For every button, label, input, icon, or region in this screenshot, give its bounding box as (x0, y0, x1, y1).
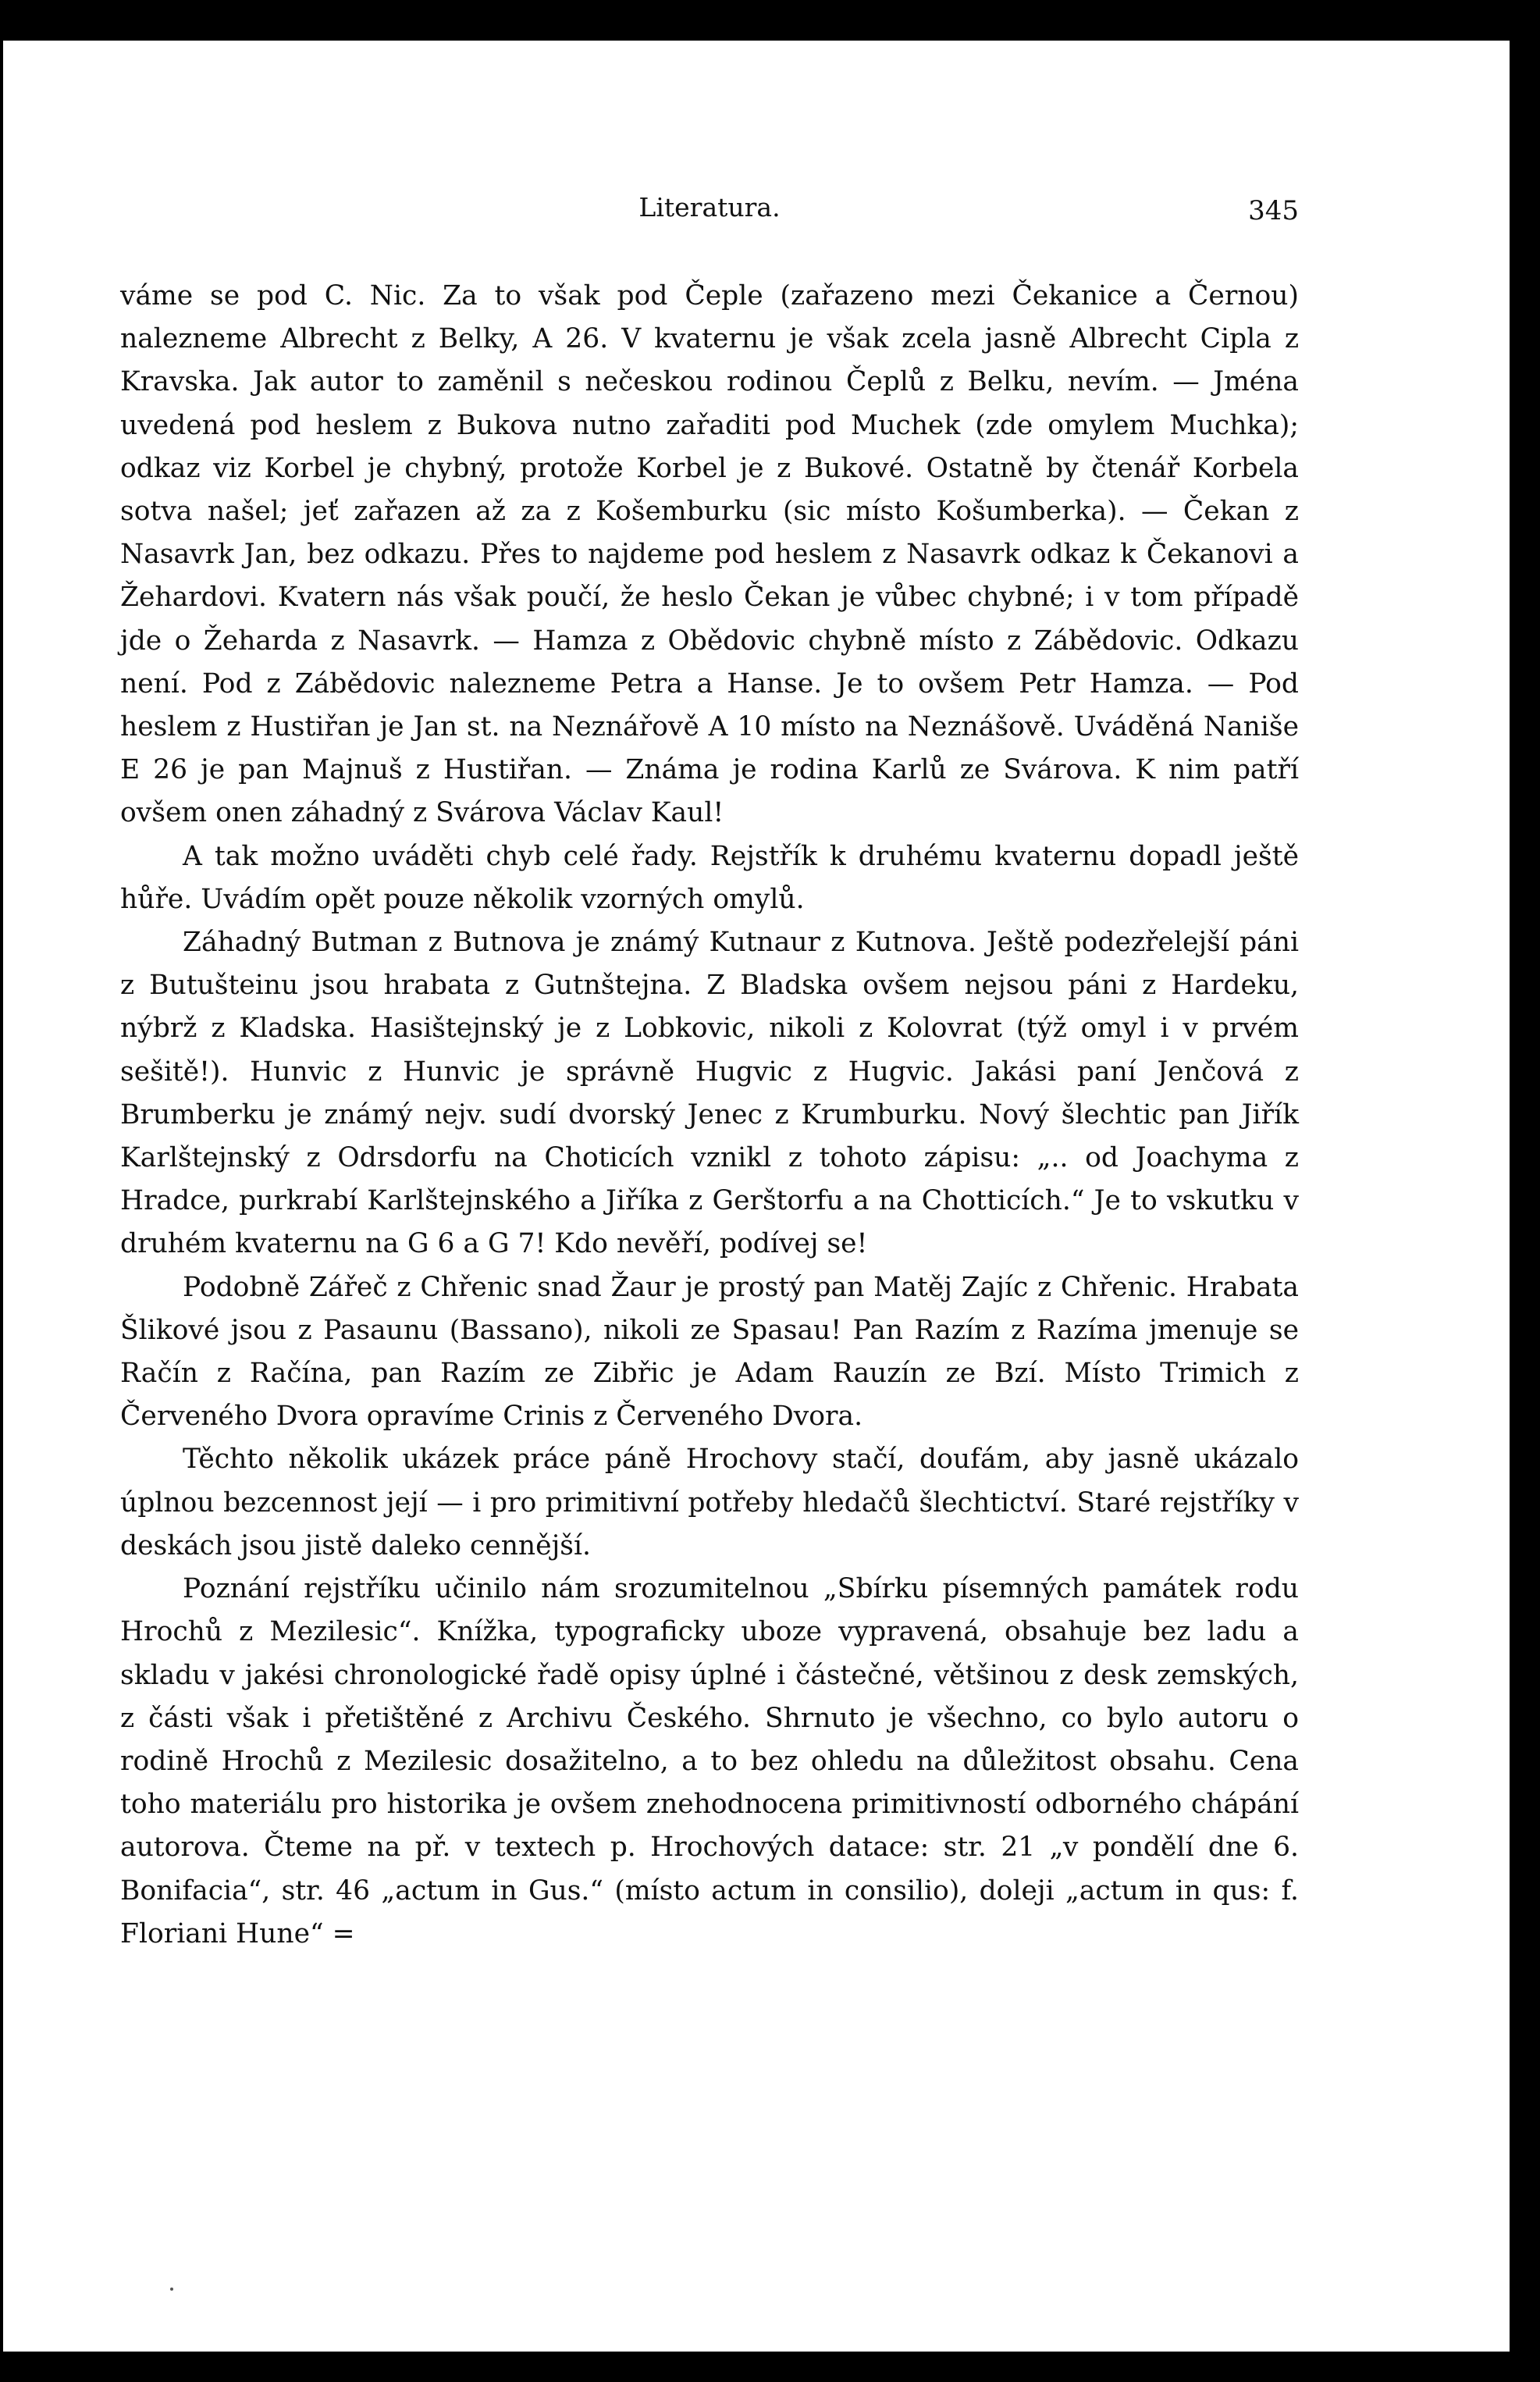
running-title: Literatura. (638, 192, 781, 223)
paragraph-4: Podobně Zářeč z Chřenic snad Žaur je prostý pan Matěj Zajíc z Chřenic. Hrabata Šlikové jsou z Pasaunu (Bassano), nikoli ze Spasau! Pan Razím z Razíma jmenuje se Račín z Račína, pan Razím ze Zibřic je Adam Rauzín ze Bzí. Místo Trimich z Červeného Dvora opravíme Crinis z Červeného Dvora. (120, 1271, 1299, 1433)
paragraph-6: Poznání rejstříku učinilo nám srozumitelnou „Sbírku písemných památek rodu Hrochů z Mezilesic“. Knížka, typograficky uboze vypravená, obsahuje bez ladu a skladu v jakési chronologické řadě opisy úplné i částečné, většinou z desk zemských, z části však i přetištěné z Archivu Českého. Shrnuto je všechno, co bylo autoru o rodině Hrochů z Mezilesic dosažitelno, a to bez ohledu na důležitost obsahu. Cena toho materiálu pro historika je ovšem znehodnocena primitivností odborného chápání autorova. Čteme na př. v textech p. Hrochových datace: str. 21 „v pondělí dne 6. Bonifacia“, str. 46 „actum in Gus.“ (místo actum in consilio), doleji „actum in qus: f. Floriani Hune“ = (120, 1573, 1299, 1949)
paragraph-3: Záhadný Butman z Butnova je známý Kutnaur z Kutnova. Ještě podezřelejší páni z Butušteinu jsou hrabata z Gutnštejna. Z Bladska ovšem nejsou páni z Hardeku, nýbrž z Kladska. Hasištejnský je z Lobkovic, nikoli z Kolovrat (týž omyl i v prvém sešitě!). Hunvic z Hunvic je správně Hugvic z Hugvic. Jakási paní Jenčová z Brumberku je známý nejv. sudí dvorský Jenec z Krumburku. Nový šlechtic pan Jiřík Karlštejnský z Odrsdorfu na Choticích vznikl z tohoto zápisu: „.. od Joachyma z Hradce, purkrabí Karlštejnského a Jiříka z Gerštorfu a na Chotticích.“ Je to vskutku v druhém kvaternu na G 6 a G 7! Kdo nevěří, podívej se! (120, 927, 1299, 1260)
paragraph-1: váme se pod C. Nic. Za to však pod Čeple (zařazeno mezi Čekanice a Černou) nalezneme Albrecht z Belky, A 26. V kvaternu je však zcela jasně Albrecht Cipla z Kravska. Jak autor to zaměnil s nečeskou rodinou Čeplů z Belku, nevím. — Jména uvedená pod heslem z Bukova nutno zařaditi pod Muchek (zde omylem Muchka); odkaz viz Korbel je chybný, protože Korbel je z Bukové. Ostatně by čtenář Korbela sotva našel; jeť zařazen až za z Košemburku (sic místo Košumberka). — Čekan z Nasavrk Jan, bez odkazu. Přes to najdeme pod heslem z Nasavrk odkaz k Čekanovi a Žehardovi. Kvatern nás však poučí, že heslo Čekan je vůbec chybné; i v tom případě jde o Žeharda z Nasavrk. — Hamza z Obědovic chybně místo z Zábědovic. Odkazu není. Pod z Zábědovic nalezneme Petra a Hanse. Je to ovšem Petr Hamza. — Pod heslem z Hustiřan je Jan st. na Neznářově A 10 místo na Neznášově. Uváděná Naniše E 26 je pan Majnuš z Hustiřan. — Známa je rodina Karlů ze Svárova. K nim patří ovšem onen záhadný z Svárova Václav Kaul! (120, 280, 1299, 829)
page-number: 345 (1248, 195, 1299, 226)
paragraph-2: A tak možno uváděti chyb celé řady. Rejstřík k druhému kvaternu dopadl ještě hůře. Uvádím opět pouze několik vzorných omylů. (120, 840, 1299, 915)
body-text (120, 275, 1299, 1956)
speck-mark (170, 2288, 173, 2291)
paragraph-5: Těchto několik ukázek práce páně Hrochovy stačí, doufám, aby jasně ukázalo úplnou bezcennost její — i pro primitivní potřeby hledačů šlechtictví. Staré rejstříky v deskách jsou jistě daleko cennější. (120, 1444, 1299, 1561)
page-header (120, 192, 1299, 231)
